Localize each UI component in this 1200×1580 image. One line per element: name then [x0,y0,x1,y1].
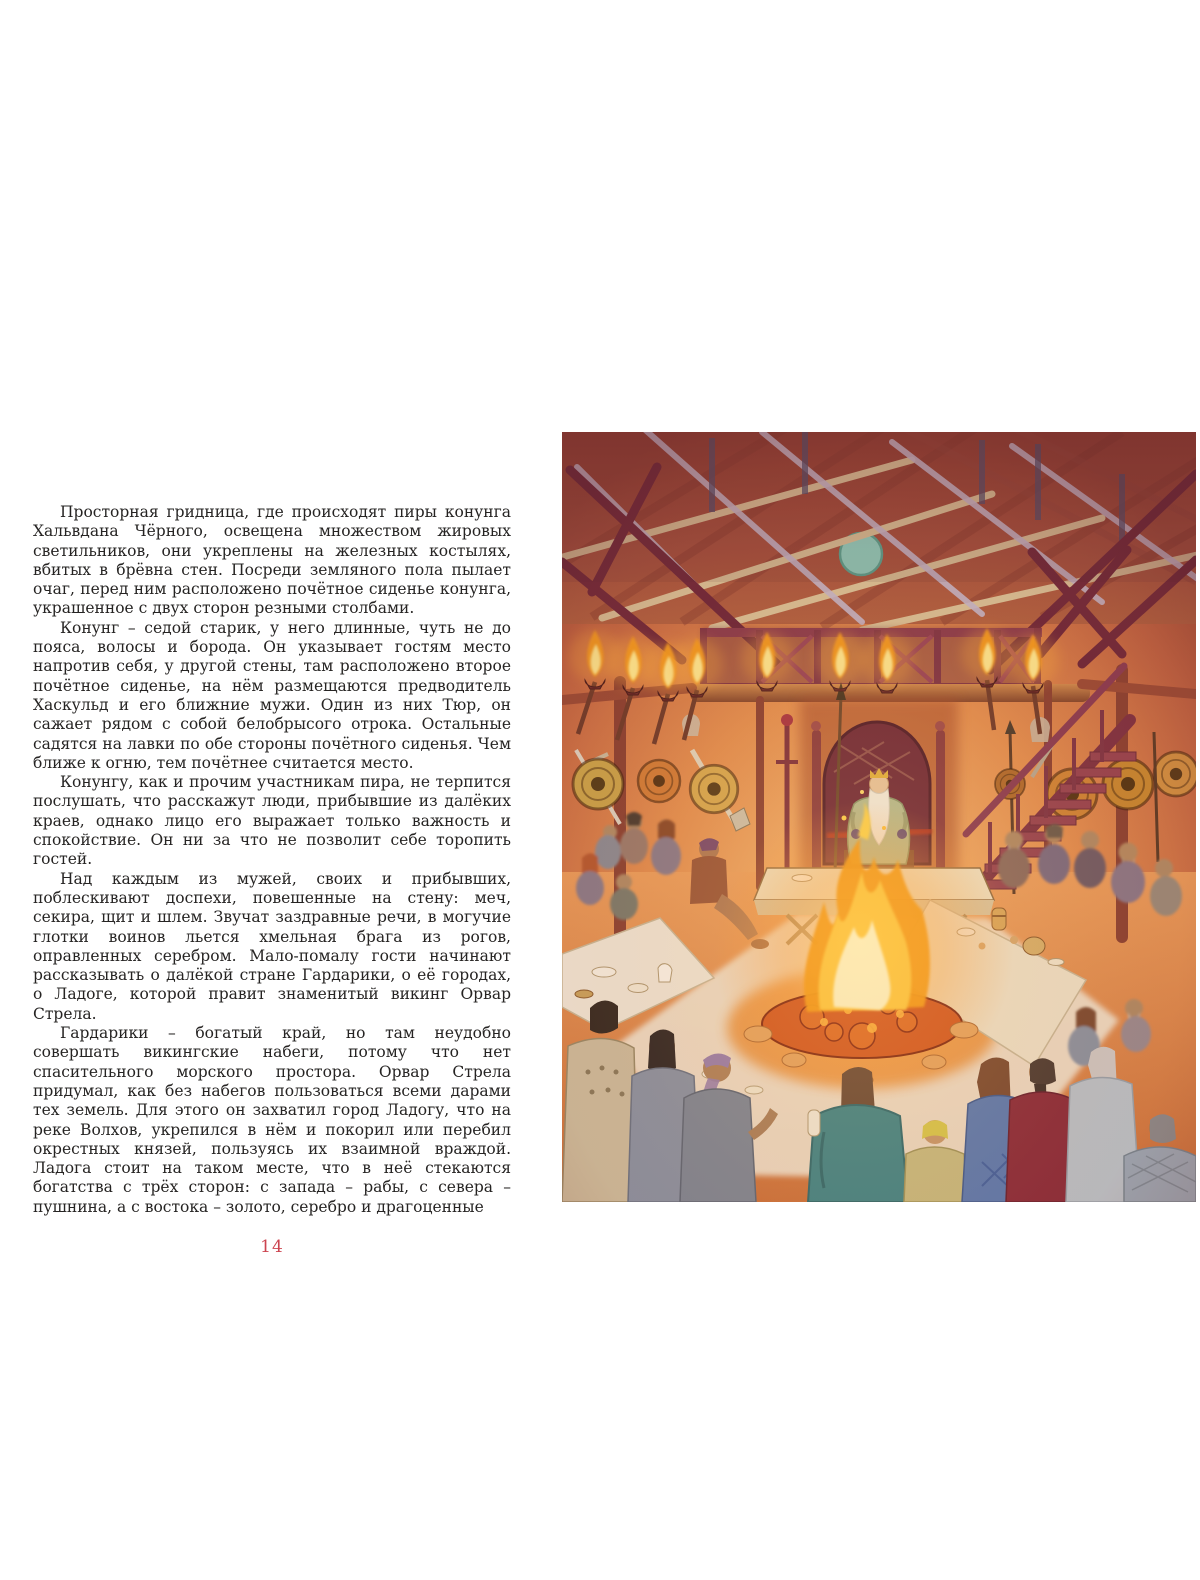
paragraph: Конунгу, как и прочим участникам пира, не терпится послушать, что расскажут люди, прибывшие из далёких краев, однако лицо его выражает только важность и спокойствие. Он ни за что не позволит себе торопить гостей. [33,773,511,869]
paragraph: Гардарики – богатый край, но там неудобно совершать викингские набеги, потому что нет спасительного морского простора. Орвар Стрела придумал, как без набегов пользоваться всеми дарами тех земель. Для этого он захватил город Ладогу, что на реке Волхов, укрепился в нём и покорил или перебил окрестных князей, пользуясь их взаимной враждой. Ладога стоит на таком месте, что в неё стекаются богатства с трёх сторон: с запада – рабы, с севера – пушнина, а с востока – золото, серебро и драгоценные [33,1024,511,1216]
text-column [33,503,511,1257]
top-shade [562,432,1196,582]
illustration-feast-hall [562,432,1196,1202]
page-number: 14 [260,1236,284,1257]
paragraph: Просторная гридница, где происходят пиры конунга Хальвдана Чёрного, освещена множеством жировых светильников, они укреплены на железных костылях, вбитых в брёвна стен. Посреди земляного пола пылает очаг, перед ним расположено почётное сиденье конунга, украшенное с двух сторон резными столбами. [33,503,511,618]
paragraph: Конунг – седой старик, у него длинные, чуть не до пояса, волосы и борода. Он указывает гостям место напротив себя, у другой стены, там расположено второе почётное сиденье, на нём размещаются предводитель Хаскульд и его ближние мужи. Один из них Тюр, он сажает рядом с собой белобрысого отрока. Остальные садятся на лавки по обе стороны почётного сиденья. Чем ближе к огню, тем почётнее считается место. [33,618,511,772]
paragraph: Над каждым из мужей, своих и прибывших, поблескивают доспехи, повешенные на стену: меч, секира, щит и шлем. Звучат заздравные речи, в могучие глотки воинов льется хмельная брага из рогов, оправленных серебром. Мало-помалу гости начинают рассказывать о далёкой стране Гардарики, о её городах, о Ладоге, которой правит знаменитый викинг Орвар Стрела. [33,869,511,1023]
feast-hall-scene [562,432,1196,1202]
